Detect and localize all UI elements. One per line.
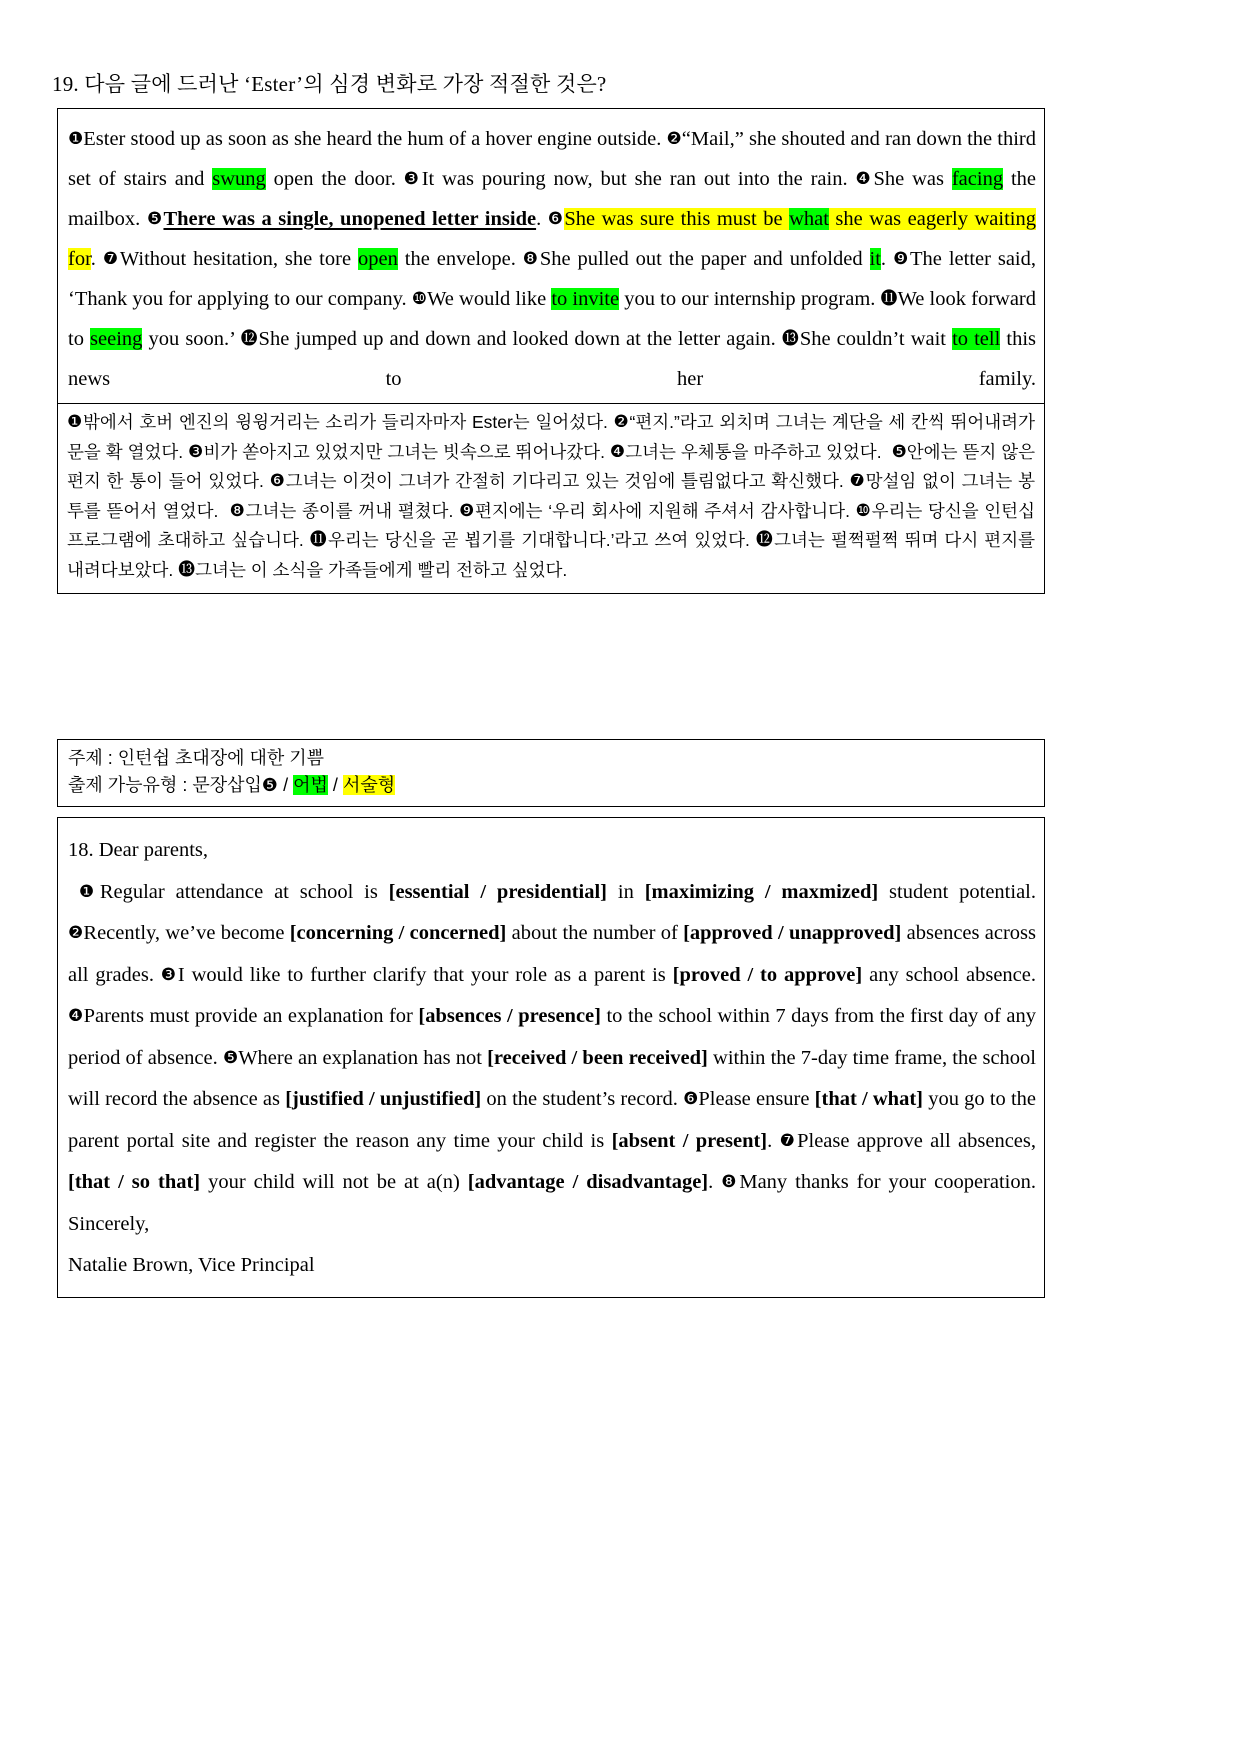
highlight-to-tell: to tell bbox=[952, 328, 1001, 350]
q18-marker-7: ❼ bbox=[779, 1130, 798, 1151]
kor-marker-4: ❹ bbox=[609, 441, 626, 462]
theme-type-grammar: 어법 bbox=[293, 775, 328, 795]
highlight-to-invite: to invite bbox=[551, 288, 620, 310]
question-18-passage-box bbox=[57, 817, 1045, 1298]
theme-type-separator-1: / bbox=[283, 775, 289, 795]
highlight-seeing: seeing bbox=[90, 328, 143, 350]
choice-approved-unapproved: [approved / unapproved] bbox=[683, 922, 902, 944]
theme-type-descriptive: 서술형 bbox=[342, 775, 396, 795]
highlight-sentence-6: She was sure this must be what she was eagerly waiting for bbox=[68, 208, 1036, 270]
kor-marker-12: ⓬ bbox=[755, 530, 775, 550]
choice-received-been-received: [received / been received] bbox=[487, 1046, 708, 1069]
theme-topic-row bbox=[68, 745, 1034, 772]
sentence-marker-10: ❿ bbox=[411, 289, 428, 309]
theme-types-row bbox=[68, 772, 1034, 799]
sentence-marker-2: ❷ bbox=[666, 129, 682, 149]
theme-topic-value: 인턴쉽 초대장에 대한 기쁨 bbox=[117, 748, 325, 768]
theme-types-label: 출제 가능유형 : bbox=[68, 775, 188, 795]
q18-marker-3: ❸ bbox=[160, 964, 178, 985]
question-19-passage-box bbox=[57, 108, 1045, 594]
choice-absences-presence: [absences / presence] bbox=[418, 1005, 601, 1027]
q18-marker-1: ❶ bbox=[78, 881, 100, 902]
sentence-marker-5: ❺ bbox=[146, 209, 164, 229]
highlight-what: what bbox=[789, 208, 829, 230]
question-18-closing-1: Sincerely, bbox=[68, 1212, 150, 1235]
q18-marker-6: ❻ bbox=[683, 1089, 699, 1109]
choice-essential-presidential: [essential / presidential] bbox=[388, 880, 608, 903]
sentence-marker-9: ❾ bbox=[892, 249, 911, 269]
theme-type-separator-2: / bbox=[332, 775, 338, 795]
kor-marker-1: ❶ bbox=[67, 412, 84, 432]
kor-marker-13: ⓭ bbox=[178, 559, 196, 580]
kor-marker-8: ❽ bbox=[229, 500, 246, 521]
kor-marker-9: ❾ bbox=[458, 500, 475, 521]
english-passage bbox=[58, 109, 1044, 403]
question-18-salutation-line bbox=[68, 830, 1036, 872]
choice-concerning-concerned: [concerning / concerned] bbox=[289, 922, 507, 944]
korean-translation bbox=[58, 404, 1044, 593]
q18-marker-5: ❺ bbox=[222, 1047, 239, 1068]
question-19-heading: 19. 다음 글에 드러난 ‘Ester’의 심경 변화로 가장 적절한 것은? bbox=[52, 72, 607, 96]
sentence-marker-1: ❶ bbox=[68, 129, 84, 149]
theme-box bbox=[57, 739, 1045, 807]
highlight-swung: swung bbox=[212, 168, 266, 190]
q18-marker-2: ❷ bbox=[68, 923, 84, 943]
korean-translation-text: ❶밖에서 호버 엔진의 윙윙거리는 소리가 들리자마자 Ester는 일어섰다. ❷“편지.”라고 외치며 그녀는 계단을 세 칸씩 뛰어내려가 문을 확 열었다. ❸비가 쏟아지고 있었지만 그녀는 빗속으로 뛰어나갔다. ❹그녀는 우체통을 마주하고 있었다. ❺안에는 뜯지 않은 편지 한 통이 들어 있었다. ❻그녀는 이것이 그녀가 간절히 기다리고 있는 것임에 틀림없다고 확신했다. ❼망설임 없이 그녀는 봉투를 뜯어서 열었다. ❽그녀는 종이를 꺼내 펼쳤다. ❾편지에는 ‘우리 회사에 지원해 주셔서 감사합니다. ❿우리는 당신을 인턴십 프로그램에 초대하고 싶습니다. ⓫우리는 당신을 곧 뵙기를 기대합니다.’라고 쓰여 있었다. ⓬그녀는 펄쩍펄쩍 뛰며 다시 편지를 내려다보았다. ⓭그녀는 이 소식을 가족들에게 빨리 전하고 싶었다. bbox=[67, 412, 1036, 580]
highlight-it: it bbox=[869, 248, 881, 270]
choice-maximizing-maxmized: [maximizing / maxmized] bbox=[644, 880, 879, 903]
kor-marker-3: ❸ bbox=[188, 441, 204, 462]
sentence-marker-8: ❽ bbox=[522, 249, 540, 269]
choice-proved-to-approve: [proved / to approve] bbox=[672, 963, 863, 986]
choice-that-so-that: [that / so that] bbox=[68, 1171, 201, 1193]
kor-marker-10: ❿ bbox=[855, 500, 872, 521]
choice-justified-unjustified: [justified / unjustified] bbox=[285, 1088, 482, 1110]
kor-marker-11: ⓫ bbox=[309, 530, 328, 550]
sentence-marker-11: ⓫ bbox=[880, 289, 898, 309]
highlight-facing: facing bbox=[951, 168, 1004, 190]
kor-marker-6: ❻ bbox=[269, 471, 286, 491]
question-18-closing-2: Natalie Brown, Vice Principal bbox=[68, 1254, 315, 1276]
sentence-marker-6: ❻ bbox=[547, 209, 565, 229]
highlight-open: open bbox=[357, 248, 398, 270]
kor-marker-5: ❺ bbox=[891, 441, 907, 462]
underline-there-was-a-single-unopened-letter-inside: There was a single, unopened letter inside bbox=[163, 208, 537, 230]
choice-absent-present: [absent / present] bbox=[611, 1129, 768, 1152]
theme-topic-label: 주제 : bbox=[68, 748, 113, 768]
sentence-marker-13: ⓭ bbox=[781, 329, 800, 349]
question-18-body: ❶Regular attendance at school is [essential / presidential] in [maximizing / maxmized] student potential. ❷Recently, we’ve become [concerning / concerned] about the number of [approved / unapproved] absences across all grades. ❸I would like to further clarify that your role as a parent is [proved / to approve] any school absence. ❹Parents must provide an explanation for [absences / presence] to the school within 7 days from the first day of any period of absence. ❺Where an explanation has not [received / been received] within the 7-day time frame, the school will record the absence as [justified / unjustified] on the student’s record. ❻Please ensure [that / what] you go to the parent portal site and register the reason any time your child is [absent / present]. ❼Please approve all absences, [that / so that] your child will not be at a(n) [advantage / disadvantage]. ❽Many thanks for your cooperation. bbox=[68, 880, 1037, 1193]
theme-type-sentence-insertion: 문장삽입❺ bbox=[192, 775, 279, 795]
q18-marker-4: ❹ bbox=[68, 1006, 84, 1026]
q18-marker-8: ❽ bbox=[721, 1172, 740, 1192]
kor-marker-2: ❷ bbox=[613, 412, 630, 432]
sentence-marker-4: ❹ bbox=[855, 169, 874, 189]
choice-that-what: [that / what] bbox=[814, 1088, 923, 1110]
sentence-marker-12: ⓬ bbox=[240, 329, 259, 349]
question-18-salutation: Dear parents, bbox=[98, 839, 209, 861]
question-18-number: 18. bbox=[68, 839, 94, 861]
kor-marker-7: ❼ bbox=[849, 471, 866, 491]
choice-advantage-disadvantage: [advantage / disadvantage] bbox=[467, 1171, 709, 1193]
sentence-marker-7: ❼ bbox=[102, 249, 120, 269]
english-passage-text: ❶Ester stood up as soon as she heard the hum of a hover engine outside. ❷“Mail,” she shouted and ran down the third set of stairs and swung open the door. ❸It was pouring now, but she ran out into the rain. ❹She was facing the mailbox. ❺There was a single, unopened letter inside. ❻She was sure this must be what she was eagerly waiting for. ❼Without hesitation, she tore open the envelope. ❽She pulled out the paper and unfolded it. ❾The letter said, ‘Thank you for applying to our company. ❿We would like to invite you to our internship program. ⓫We look forward to seeing you soon.’ ⓬She jumped up and down and looked down at the letter again. ⓭She couldn’t wait to tell this news to her family. bbox=[68, 128, 1037, 390]
sentence-marker-3: ❸ bbox=[403, 169, 422, 189]
